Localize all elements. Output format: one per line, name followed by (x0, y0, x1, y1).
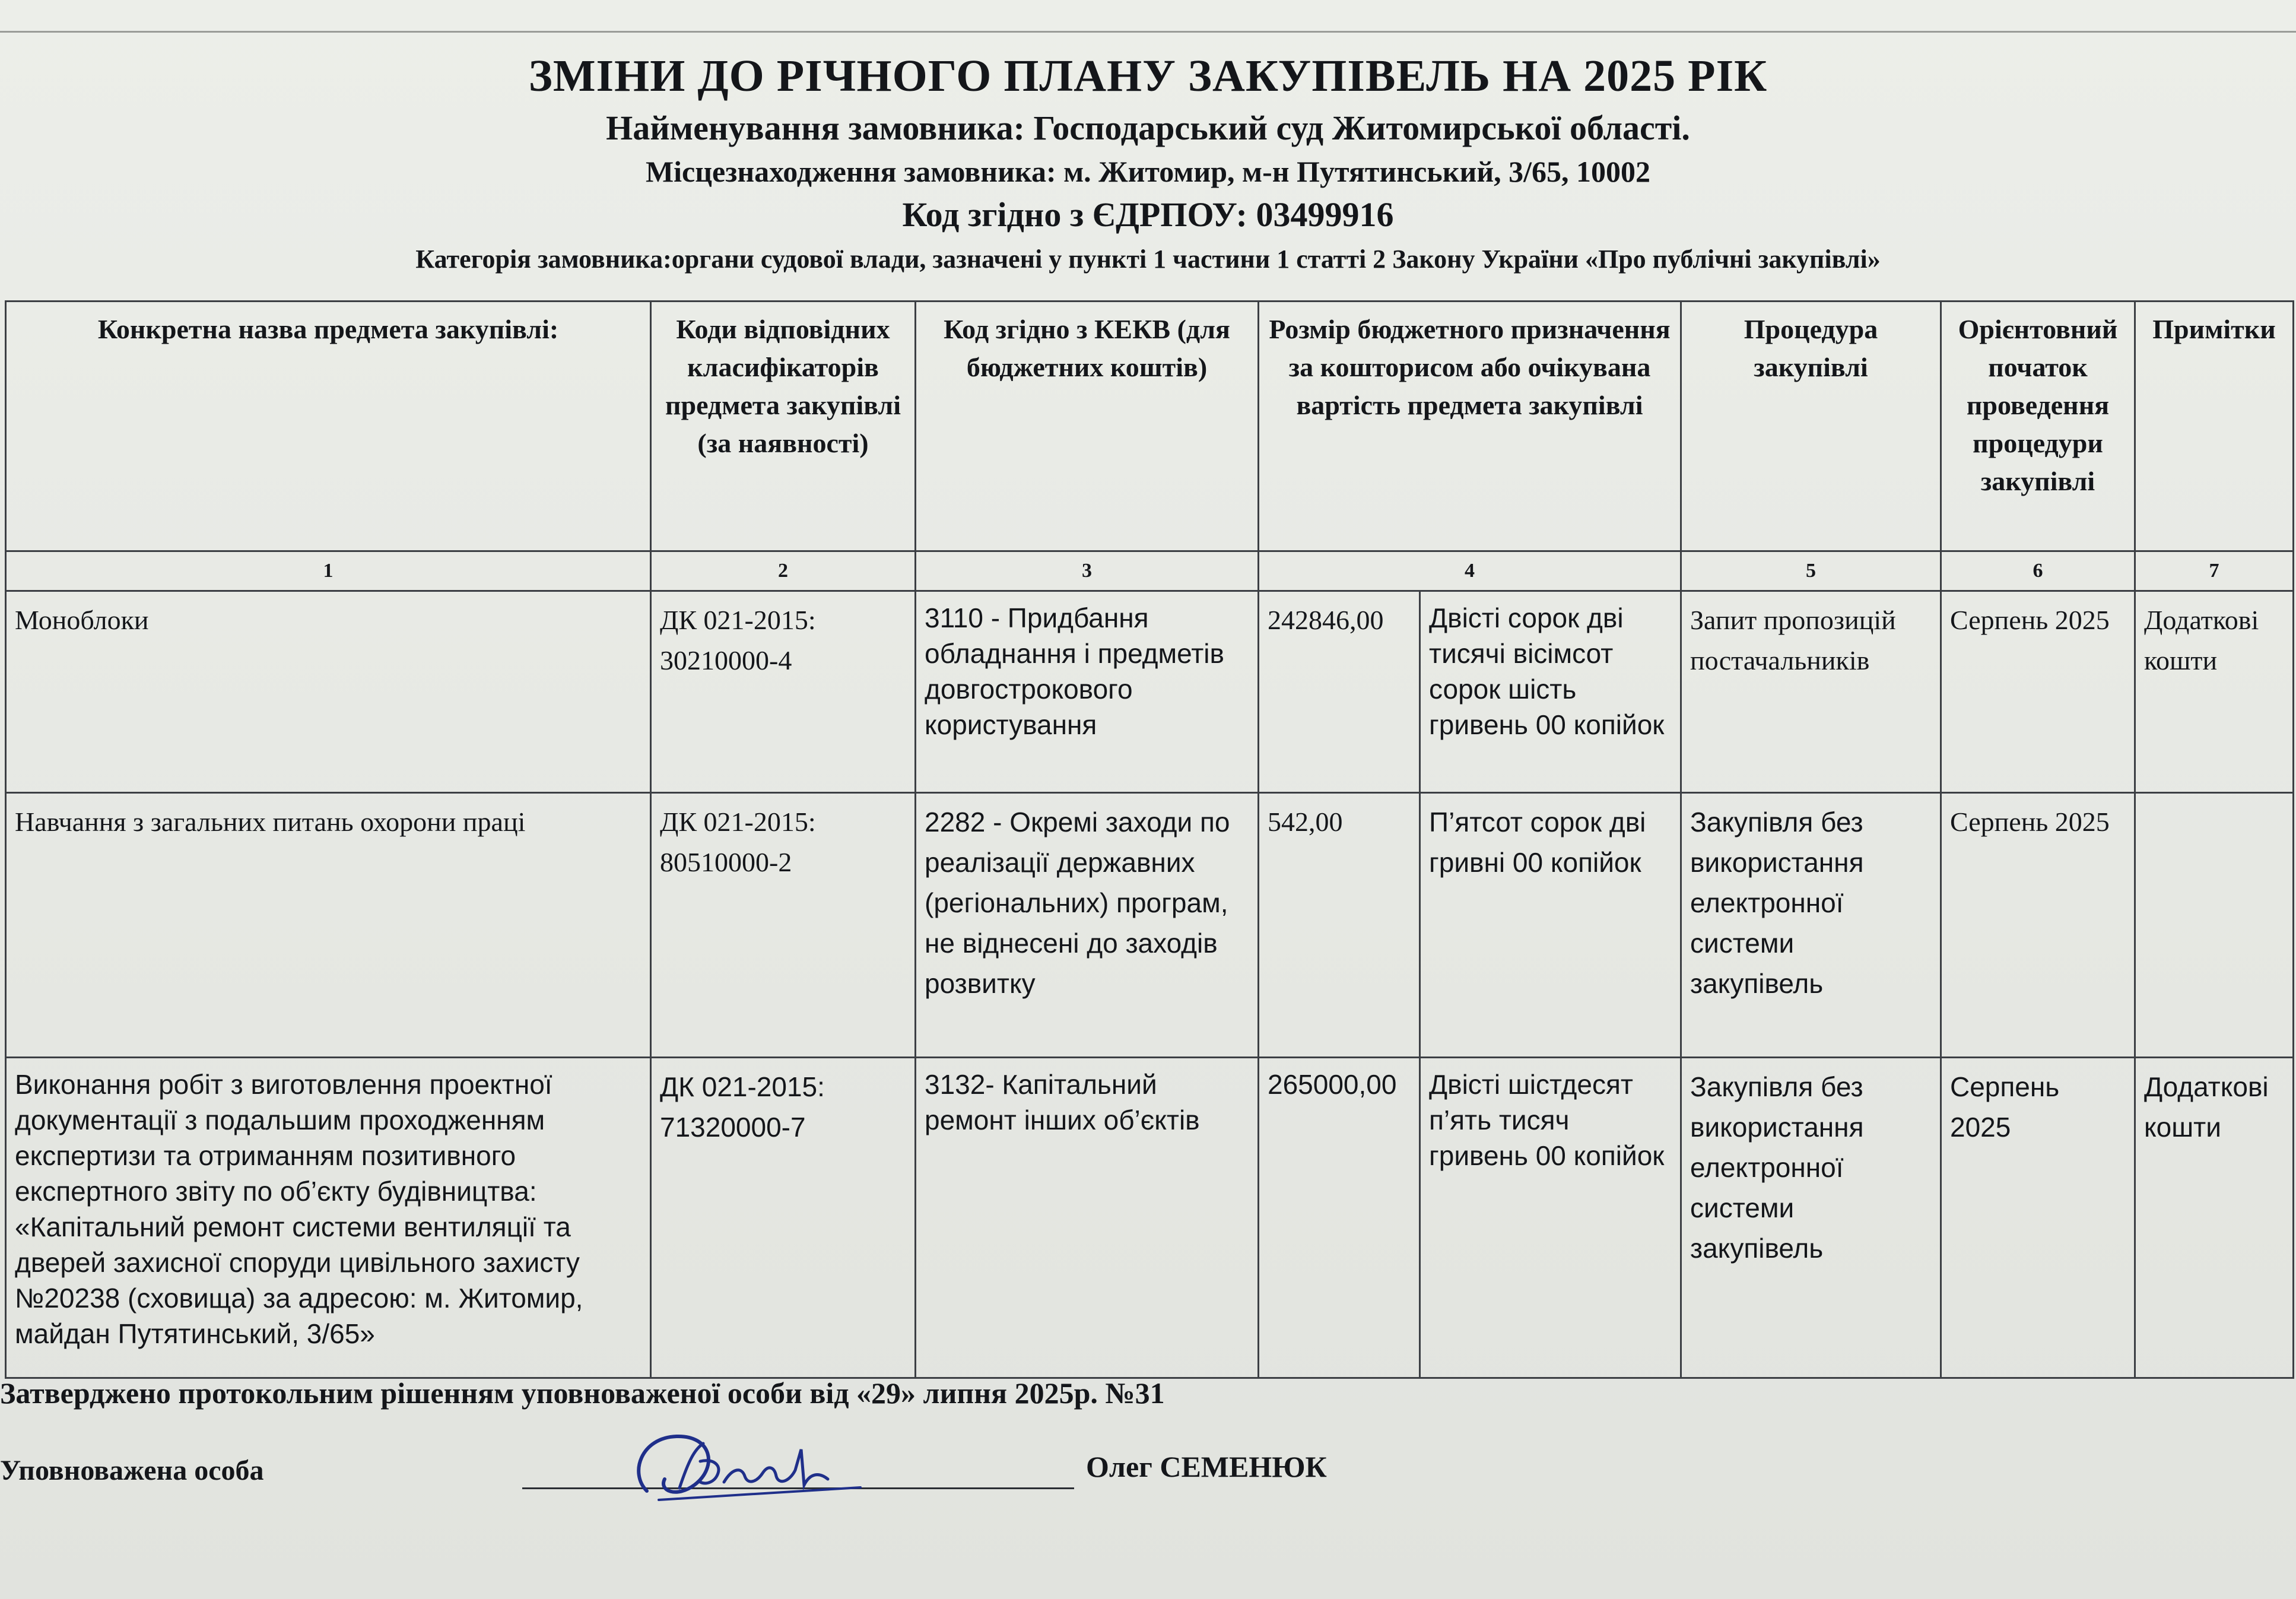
document-header (0, 47, 2296, 280)
cell-amount-words: Двісті шістдесят п’ять тисяч гривень 00 копійок (1420, 1058, 1681, 1378)
header-classifier-codes: Коди відповідних класифікаторів предмета закупівлі (за наявності) (651, 302, 916, 551)
cell-item-name: Моноблоки (6, 591, 651, 793)
column-number: 2 (651, 551, 916, 591)
cell-start-date: Серпень 2025 (1941, 1058, 2135, 1378)
cell-amount: 242846,00 (1259, 591, 1420, 793)
cell-kekv: 3110 - Придбання обладнання і предметів довгострокового користування (916, 591, 1259, 793)
cell-amount-words: Двісті сорок дві тисячі вісімсот сорок шість гривень 00 копійок (1420, 591, 1681, 793)
cell-amount-words: П’ятсот сорок дві гривні 00 копійок (1420, 793, 1681, 1058)
cell-amount: 265000,00 (1259, 1058, 1420, 1378)
customer-category: Категорія замовника:органи судової влади, зазначені у пункті 1 частини 1 статті 2 Закону України «Про публічні закупівлі» (415, 245, 1881, 274)
cell-kekv: 2282 - Окремі заходи по реалізації державних (регіональних) програм, не віднесені до заходів розвитку (916, 793, 1259, 1058)
cell-procedure: Запит пропозицій постачальників (1681, 591, 1941, 793)
cell-start-date: Серпень 2025 (1941, 793, 2135, 1058)
cell-note: Додаткові кошти (2135, 591, 2294, 793)
column-number: 1 (6, 551, 651, 591)
header-start-date: Орієнтовний початок проведення процедури закупівлі (1941, 302, 2135, 551)
column-number: 4 (1259, 551, 1681, 591)
column-number: 5 (1681, 551, 1941, 591)
authorized-person-label: Уповноважена особа (0, 1455, 264, 1486)
header-procedure: Процедура закупівлі (1681, 302, 1941, 551)
cell-kekv: 3132- Капітальний ремонт інших об’єктів (916, 1058, 1259, 1378)
cell-note: Додаткові кошти (2135, 1058, 2294, 1378)
column-number: 7 (2135, 551, 2294, 591)
cell-classifier-code: ДК 021-2015: 80510000-2 (651, 793, 916, 1058)
table-row (6, 1058, 2294, 1378)
document-title: ЗМІНИ ДО РІЧНОГО ПЛАНУ ЗАКУПІВЕЛЬ НА 2025 РІК (528, 51, 1768, 101)
column-number: 6 (1941, 551, 2135, 591)
header-notes: Примітки (2135, 302, 2294, 551)
cell-procedure: Закупівля без використання електронної системи закупівель (1681, 793, 1941, 1058)
cell-procedure: Закупівля без використання електронної системи закупівель (1681, 1058, 1941, 1378)
cell-item-name: Навчання з загальних питань охорони праці (6, 793, 651, 1058)
header-budget-amount: Розмір бюджетного призначення за кошторисом або очікувана вартість предмета закупівлі (1259, 302, 1681, 551)
cell-item-name: Виконання робіт з виготовлення проектної документації з подальшим проходженням експертизи та отриманням позитивного експертного звіту по об’єкту будівництва: «Капітальний ремонт системи вентиляції та дверей захисної споруди цивільного захисту №20238 (сховища) за адресою: м. Житомир, майдан Путятинський, 3/65» (6, 1058, 651, 1378)
signature-block (0, 1449, 2296, 1497)
cell-classifier-code: ДК 021-2015: 71320000-7 (651, 1058, 916, 1378)
customer-location: Місцезнаходження замовника: м. Житомир, м-н Путятинський, 3/65, 10002 (645, 155, 1651, 188)
cell-start-date: Серпень 2025 (1941, 591, 2135, 793)
top-rule (0, 31, 2296, 33)
table-row (6, 793, 2294, 1058)
procurement-table (5, 300, 2294, 1379)
column-number: 3 (916, 551, 1259, 591)
handwritten-signature (623, 1426, 872, 1509)
cell-note (2135, 793, 2294, 1058)
cell-classifier-code: ДК 021-2015: 30210000-4 (651, 591, 916, 793)
customer-edrpou: Код згідно з ЄДРПОУ: 03499916 (902, 195, 1394, 234)
authorized-person-name: Олег СЕМЕНЮК (1086, 1450, 1327, 1483)
column-number-row (6, 551, 2294, 591)
header-item-name: Конкретна назва предмета закупівлі: (6, 302, 651, 551)
header-kekv-code: Код згідно з КЕКВ (для бюджетних коштів) (916, 302, 1259, 551)
customer-name: Найменування замовника: Господарський суд Житомирської області. (606, 109, 1690, 147)
cell-amount: 542,00 (1259, 793, 1420, 1058)
approval-note: Затверджено протокольним рішенням уповноваженої особи від «29» липня 2025р. №31 (0, 1376, 1165, 1410)
table-row (6, 591, 2294, 793)
table-header-row (6, 302, 2294, 551)
